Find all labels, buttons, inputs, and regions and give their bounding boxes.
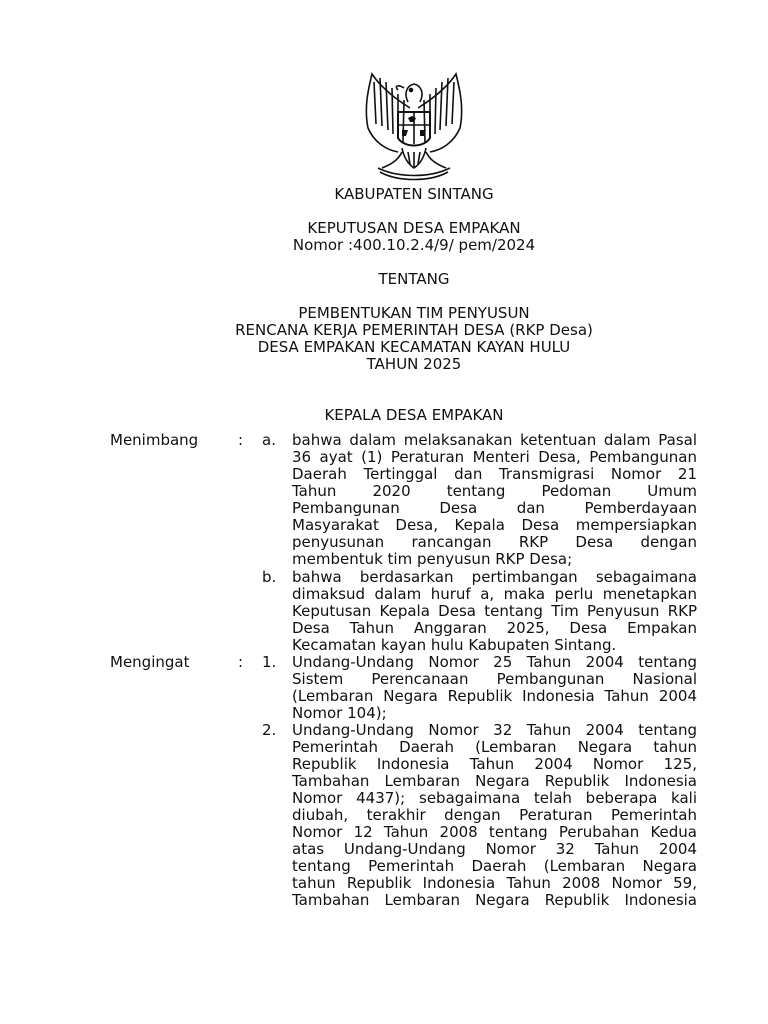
mengingat-label: Mengingat — [110, 653, 190, 671]
item-line: Kecamatan kayan hulu Kabupaten Sintang. — [292, 636, 617, 654]
item-line: Tambahan Lembaran Negara Republik Indonesia — [292, 772, 697, 790]
item-line: diubah, terakhir dengan Peraturan Pemerintah — [292, 806, 697, 824]
regency-name: KABUPATEN SINTANG — [334, 185, 494, 203]
item-line: Pemerintah Daerah (Lembaran Negara tahun — [292, 738, 697, 756]
item-line: penyusunan rancangan RKP Desa dengan — [292, 533, 697, 551]
item-line: Nomor 104); — [292, 704, 387, 722]
subject-line: RENCANA KERJA PEMERINTAH DESA (RKP Desa) — [235, 321, 593, 339]
regency-title — [0, 186, 768, 203]
village-head-heading — [0, 407, 768, 424]
item-line: bahwa dalam melaksanakan ketentuan dalam Pasal — [292, 431, 697, 449]
decree-title: KEPUTUSAN DESA EMPAKAN — [307, 219, 521, 237]
garuda-emblem-icon — [358, 68, 470, 182]
item-line: Daerah Tertinggal dan Transmigrasi Nomor 21 — [292, 465, 697, 483]
menimbang-item-b — [292, 569, 697, 654]
item-marker: 2. — [262, 721, 277, 739]
item-line: atas Undang-Undang Nomor 32 Tahun 2004 — [292, 840, 697, 858]
item-line: tentang Pemerintah Daerah (Lembaran Negara — [292, 857, 697, 875]
village-head-title: KEPALA DESA EMPAKAN — [324, 406, 504, 424]
item-line: Republik Indonesia Tahun 2004 Nomor 125, — [292, 755, 697, 773]
decree-subject — [0, 305, 768, 373]
menimbang-label: Menimbang — [110, 431, 199, 449]
item-line: tahun Republik Indonesia Tahun 2008 Nomor 59, — [292, 874, 697, 892]
item-line: Tambahan Lembaran Negara Republik Indonesia — [292, 891, 697, 909]
item-marker: b. — [262, 568, 277, 586]
item-line: Tahun 2020 tentang Pedoman Umum — [292, 482, 697, 500]
item-line: 36 ayat (1) Peraturan Menteri Desa, Pembangunan — [292, 448, 697, 466]
mengingat-item-2 — [292, 722, 697, 909]
about-label: TENTANG — [378, 270, 450, 288]
mengingat-item-1 — [292, 654, 697, 722]
subject-line: TAHUN 2025 — [366, 355, 462, 373]
item-line: Desa Tahun Anggaran 2025, Desa Empakan — [292, 619, 697, 637]
item-line: bahwa berdasarkan pertimbangan sebagaimana — [292, 568, 697, 586]
item-line: Nomor 12 Tahun 2008 tentang Perubahan Kedua — [292, 823, 697, 841]
menimbang-colon: : — [238, 431, 244, 449]
mengingat-colon: : — [238, 653, 244, 671]
item-line: Sistem Perencanaan Pembangunan Nasional — [292, 670, 697, 688]
item-line: (Lembaran Negara Republik Indonesia Tahun 2004 — [292, 687, 697, 705]
subject-line: DESA EMPAKAN KECAMATAN KAYAN HULU — [257, 338, 571, 356]
item-marker: a. — [262, 431, 276, 449]
item-line: membentuk tim penyusun RKP Desa; — [292, 550, 573, 568]
about-heading — [0, 271, 768, 288]
item-line: Masyarakat Desa, Kepala Desa mempersiapkan — [292, 516, 697, 534]
item-line: dimaksud dalam huruf a, maka perlu menetapkan — [292, 585, 697, 603]
decree-heading — [0, 220, 768, 254]
subject-line: PEMBENTUKAN TIM PENYUSUN — [298, 304, 530, 322]
item-line: Keputusan Kepala Desa tentang Tim Penyusun RKP — [292, 602, 697, 620]
item-marker: 1. — [262, 653, 277, 671]
item-line: Nomor 4437); sebagaimana telah beberapa kali — [292, 789, 697, 807]
menimbang-item-a — [292, 432, 697, 568]
item-line: Pembangunan Desa dan Pemberdayaan — [292, 499, 697, 517]
item-line: Undang-Undang Nomor 25 Tahun 2004 tentang — [292, 653, 697, 671]
item-line: Undang-Undang Nomor 32 Tahun 2004 tentang — [292, 721, 697, 739]
decree-number: Nomor :400.10.2.4/9/ pem/2024 — [292, 236, 536, 254]
